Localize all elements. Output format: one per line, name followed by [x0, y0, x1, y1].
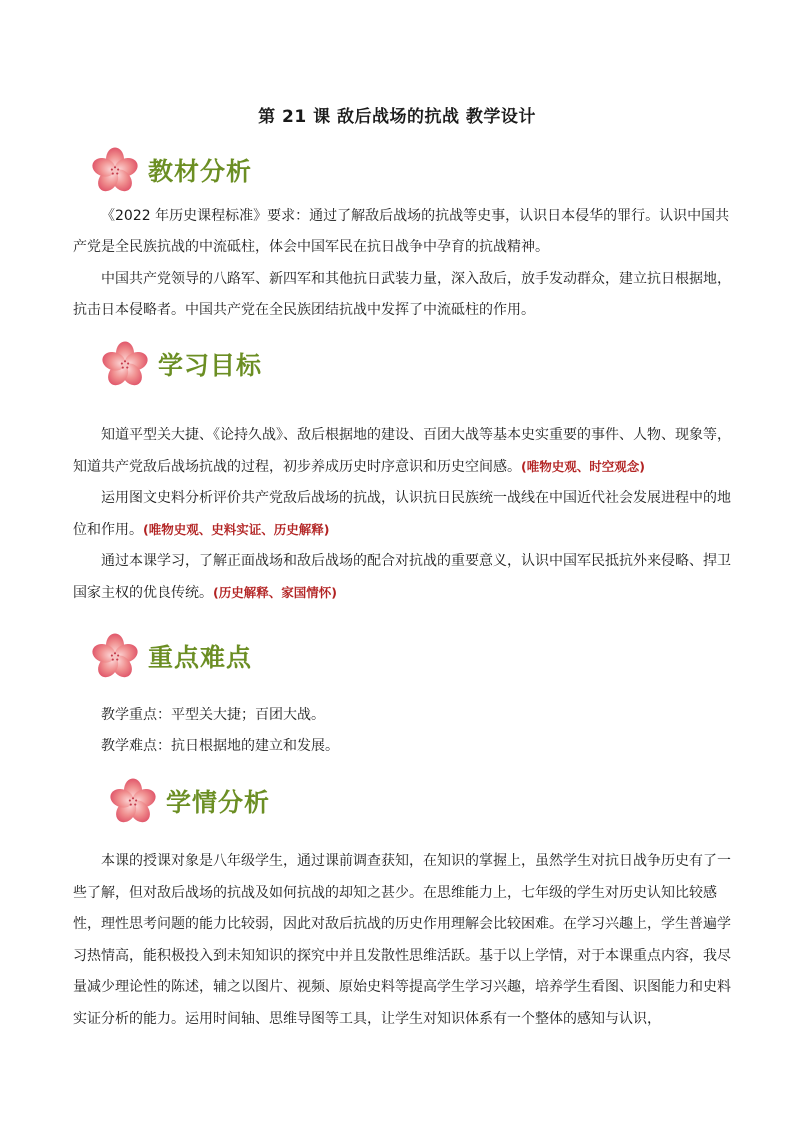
goal-item [73, 546, 735, 609]
competency-tag: (唯物史观、时空观念) [521, 459, 645, 474]
competency-tag: (唯物史观、史料实证、历史解释) [143, 522, 330, 537]
goal-item [73, 420, 735, 483]
section-heading-learner [106, 773, 270, 829]
teaching-focus: 教学重点：平型关大捷；百团大战。 [101, 707, 325, 723]
plum-blossom-icon [106, 774, 160, 828]
plum-blossom-icon [98, 337, 152, 391]
teaching-difficulty: 教学难点：抗日根据地的建立和发展。 [101, 738, 339, 754]
goal-text: 知道平型关大捷、《论持久战》、敌后根据地的建设、百团大战等基本史实重要的事件、人物、现象等，知道共产党敌后战场抗战的过程，初步养成历史时序意识和历史空间感。 [73, 427, 731, 475]
plum-blossom-icon [88, 143, 142, 197]
goal-item [73, 483, 735, 546]
analysis-paragraph: 《2022 年历史课程标准》要求：通过了解敌后战场的抗战等史事，认识日本侵华的罪行。认识中国共产党是全民族抗战的中流砥柱，体会中国军民在抗日战争中孕育的抗战精神。 [73, 208, 730, 255]
section-title: 教材分析 [148, 157, 253, 186]
section-heading-goals [98, 336, 262, 392]
goal-text: 通过本课学习，了解正面战场和敌后战场的配合对抗战的重要意义，认识中国军民抵抗外来侵略、捍卫国家主权的优良传统。 [73, 553, 731, 601]
section-heading-analysis [88, 142, 252, 198]
analysis-paragraph: 中国共产党领导的八路军、新四军和其他抗日武装力量，深入敌后，放手发动群众，建立抗日根据地，抗击日本侵略者。中国共产党在全民族团结抗战中发挥了中流砥柱的作用。 [73, 271, 731, 318]
goal-text: 运用图文史料分析评价共产党敌后战场的抗战，认识抗日民族统一战线在中国近代社会发展进程中的地位和作用。 [73, 490, 731, 538]
section-title: 学习目标 [158, 351, 263, 380]
section-title: 重点难点 [148, 643, 253, 672]
section-title: 学情分析 [166, 788, 271, 817]
section-heading-key-points [88, 628, 252, 684]
plum-blossom-icon [88, 629, 142, 683]
page-title: 第 21 课 敌后战场的抗战 教学设计 [258, 107, 536, 127]
learner-paragraph: 本课的授课对象是八年级学生，通过课前调查获知，在知识的掌握上，虽然学生对抗日战争历史有了一些了解，但对敌后战场的抗战及如何抗战的却知之甚少。在思维能力上，七年级的学生对历史认知比较感性，理性思考问题的能力比较弱，因此对敌后抗战的历史作用理解会比较困难。在学习兴趣上，学生普遍学习热情高，能积极投入到未知知识的探究中并且发散性思维活跃。基于以上学情，对于本课重点内容，我尽量减少理论性的陈述，辅之以图片、视频、原始史料等提高学生学习兴趣，培养学生看图、识图能力和史料实证分析的能力。运用时间轴、思维导图等工具，让学生对知识体系有一个整体的感知与认识， [73, 853, 731, 1027]
competency-tag: (历史解释、家国情怀) [213, 585, 337, 600]
